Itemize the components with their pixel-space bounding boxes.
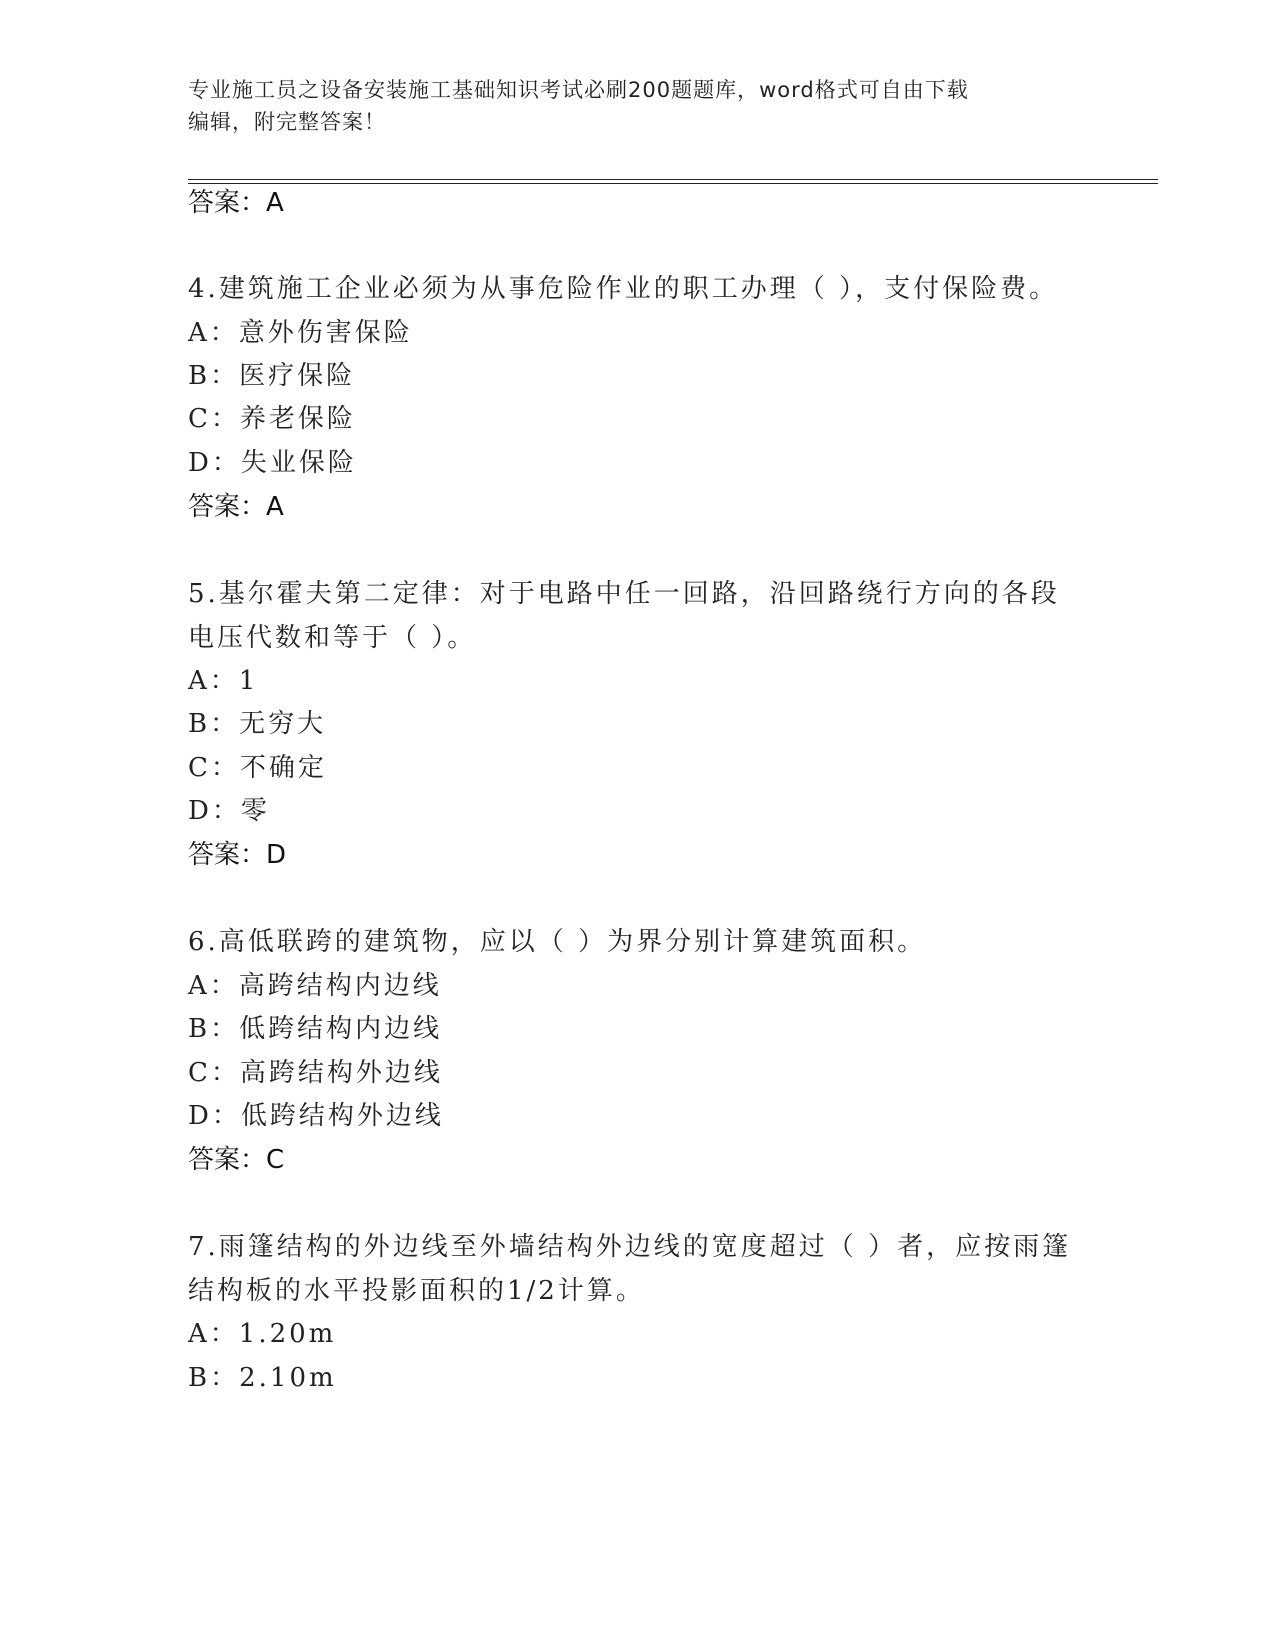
question-5-stem-line-2: 电压代数和等于（ ）。 [188,623,477,653]
question-6-answer: 答案：C [188,1145,285,1175]
question-6-stem: 6.高低联跨的建筑物，应以（ ）为界分别计算建筑面积。 [188,927,927,957]
question-7-option-a: A：1.20m [188,1319,337,1349]
document-header [188,74,1088,138]
question-4-answer: 答案：A [188,492,284,522]
question-6-option-b: B：低跨结构内边线 [188,1014,443,1044]
question-6-option-d: D：低跨结构外边线 [188,1101,444,1131]
question-4-stem: 4.建筑施工企业必须为从事危险作业的职工办理（ ），支付保险费。 [188,274,1059,304]
header-line-2: 编辑，附完整答案！ [188,110,386,134]
question-4-option-b: B：医疗保险 [188,361,356,391]
question-7-stem-line-2: 结构板的水平投影面积的1/2计算。 [188,1276,645,1306]
question-5-option-d: D：零 [188,796,270,826]
previous-answer: 答案：A [188,188,284,218]
question-5-stem-line-1: 5.基尔霍夫第二定律：对于电路中任一回路，沿回路绕行方向的各段 [188,579,1060,609]
question-4-option-c: C：养老保险 [188,404,356,434]
question-6-option-c: C：高跨结构外边线 [188,1058,443,1088]
question-6-option-a: A：高跨结构内边线 [188,971,442,1001]
question-7-option-b: B：2.10m [188,1363,337,1393]
question-5-answer: 答案：D [188,840,287,870]
header-divider-bottom [188,183,1158,184]
question-5-option-b: B：无穷大 [188,709,327,739]
question-7-stem-line-1: 7.雨篷结构的外边线至外墙结构外边线的宽度超过（ ）者，应按雨篷 [188,1232,1072,1262]
question-5-option-a: A：1 [188,666,259,696]
question-5-option-c: C：不确定 [188,753,327,783]
header-line-1: 专业施工员之设备安装施工基础知识考试必刷200题题库，word格式可自由下载 [188,78,969,102]
question-4-option-d: D：失业保险 [188,448,357,478]
header-divider-top [188,179,1158,180]
question-4-option-a: A：意外伤害保险 [188,318,413,348]
